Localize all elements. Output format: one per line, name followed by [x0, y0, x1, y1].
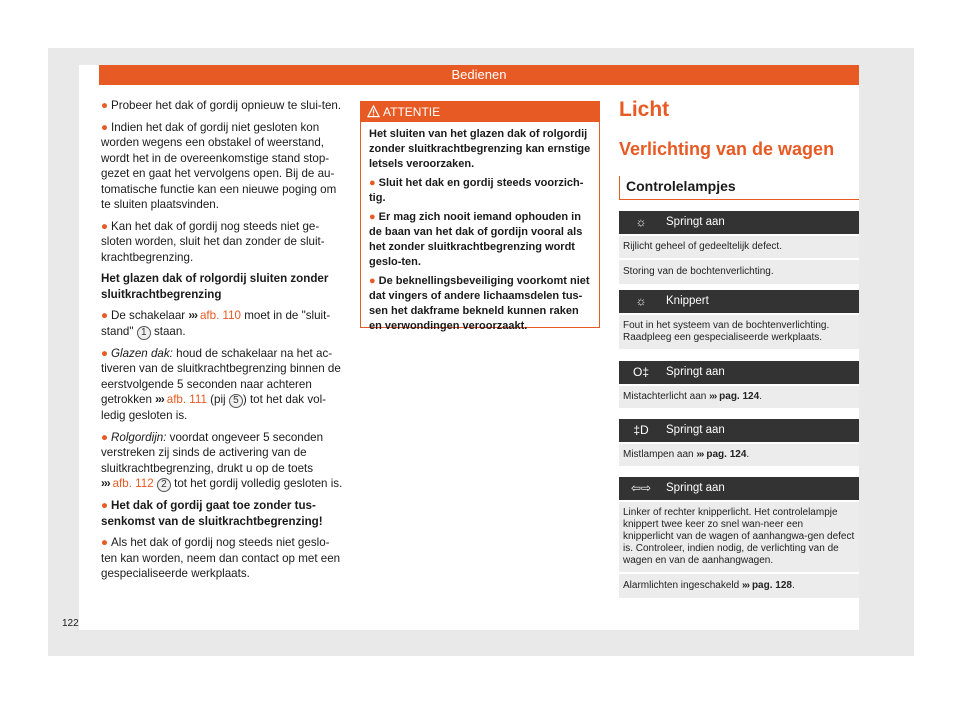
warning-triangle-icon [367, 105, 380, 118]
lamp-header [619, 361, 859, 384]
section-header: Bedienen [99, 65, 859, 85]
bullet-icon: ● [101, 219, 109, 233]
warning-body [361, 122, 599, 334]
bullet-icon: ● [101, 120, 109, 134]
lamp-entry [619, 477, 859, 598]
lamp-header [619, 211, 859, 234]
reference-arrows-icon: ››› [188, 309, 197, 322]
warning-item [369, 210, 592, 270]
lamp-entry [619, 361, 859, 408]
lamp-entry [619, 419, 859, 466]
callout-number: 2 [157, 478, 171, 492]
bullet-icon: ● [369, 275, 376, 287]
list-item [101, 498, 345, 529]
list-item [101, 98, 345, 114]
lamp-description-text: Alarmlichten ingeschakeld [623, 580, 740, 591]
lamp-entry [619, 290, 859, 349]
subsection-heading [619, 176, 859, 200]
list-item-text: Probeer het dak of gordij opnieuw te slui-ten. [111, 99, 342, 112]
subsection-title: Controlelampjes [626, 178, 736, 194]
lamp-entry [619, 211, 859, 284]
bullet-icon: ● [101, 99, 109, 112]
list-item-text: (pij [210, 393, 226, 406]
lamp-description: Mistachterlicht aan ››› pag. 124. [619, 386, 859, 408]
list-item [101, 219, 345, 266]
warning-item-text: De beknellingsbeveiliging voorkomt niet dat vingers of andere lichaamsdelen tus-sen het dakframe bekneld kunnen raken en verwondingen veroorzaakt. [369, 275, 590, 332]
list-item-text: Het dak of gordij gaat toe zonder tus-senkomst van de sluitkrachtbegrenzing! [101, 499, 323, 528]
bullet-icon: ● [101, 346, 109, 360]
list-item [101, 346, 345, 424]
list-item-text: houd de schakelaar na het ac-tiveren van de sluitkrachtbegrenzing binnen de eerstvolgende 5 seconden naar achteren getrokken [101, 346, 341, 406]
warning-item-text: Sluit het dak en gordij steeds voorzich-tig. [369, 177, 584, 204]
headlight-icon: ☼ [635, 294, 647, 308]
reference-arrows-icon: ››› [741, 580, 749, 591]
list-item-label: Rolgordijn: [111, 430, 167, 444]
fog-light-icon: ‡D [633, 423, 649, 437]
lamp-description: Fout in het systeem van de bochtenverlichting. Raadpleeg een gespecialiseerde werkplaats. [619, 315, 859, 349]
warning-intro: Het sluiten van het glazen dak of rolgordij zonder sluitkrachtbegrenzing kan ernstige letsels veroorzaken. [369, 128, 591, 170]
callout-number: 5 [229, 394, 243, 408]
lamp-label: Springt aan [666, 482, 725, 494]
figure-link[interactable]: afb. 112 [112, 477, 154, 490]
reference-arrows-icon: ››› [696, 449, 704, 460]
page-link[interactable]: pag. 128 [751, 580, 792, 591]
lamp-label: Springt aan [666, 366, 725, 378]
headlight-icon: ☼ [635, 215, 647, 229]
list-item [101, 308, 345, 340]
list-item-text: Als het dak of gordij nog steeds niet geslo-ten kan worden, neem dan contact op met een gespecialiseerde werkplaats. [101, 536, 341, 580]
page-link[interactable]: pag. 124 [706, 449, 747, 460]
lamp-description: Storing van de bochtenverlichting. [619, 260, 859, 284]
lamp-description: Mistlampen aan ››› pag. 124. [619, 444, 859, 466]
warning-item [369, 176, 592, 206]
lamp-description: Rijlicht geheel of gedeeltelijk defect. [619, 236, 859, 258]
figure-link[interactable]: afb. 111 [166, 393, 207, 406]
list-item [101, 535, 345, 582]
reference-arrows-icon: ››› [101, 477, 110, 490]
lamp-header [619, 477, 859, 500]
list-item-text: Kan het dak of gordij nog steeds niet ge-sloten worden, sluit het dan zonder de sluit-krachtbegrenzing. [101, 219, 325, 264]
list-item [101, 120, 345, 213]
lamp-label: Springt aan [666, 216, 725, 228]
bullet-icon: ● [369, 211, 376, 223]
warning-title: ATTENTIE [383, 105, 441, 119]
list-item-label: Glazen dak: [111, 346, 173, 360]
reference-arrows-icon: ››› [155, 393, 164, 406]
bullet-icon: ● [101, 430, 109, 444]
bullet-icon: ● [101, 536, 109, 549]
lamp-label: Springt aan [666, 424, 725, 436]
lamp-description: Linker of rechter knipperlicht. Het controlelampje knippert twee keer zo snel wan-neer een knipperlicht van de wagen of aanhangwa-gen defect is. Controleer, indien nodig, de verlichting van de wagen en van de aanhangwagen. [619, 502, 859, 572]
turn-signal-icon: ⇦⇨ [631, 481, 652, 495]
bullet-icon: ● [101, 499, 109, 512]
warning-item-text: Er mag zich nooit iemand ophouden in de baan van het dak of gordijn vooral als het zonder sluitkrachtbegrenzing wordt geslo-ten. [369, 211, 583, 268]
lamp-header [619, 419, 859, 442]
warning-item [369, 274, 592, 334]
list-item-text: tot het gordij volledig gesloten is. [174, 477, 343, 490]
list-item-text: voordat ongeveer 5 seconden verstreken zij sinds de activering van de sluitkrachtbegrenzing, drukt u op de toets [101, 430, 324, 475]
lamp-description-text: Mistlampen aan [623, 449, 694, 460]
rear-fog-light-icon: O‡ [632, 365, 649, 379]
lamp-description-text: Mistachterlicht aan [623, 391, 707, 402]
warning-box [360, 101, 600, 332]
subheading: Het glazen dak of rolgordij sluiten zonder sluitkrachtbegrenzing [101, 272, 329, 301]
lamp-label: Knippert [666, 295, 709, 307]
bullet-icon: ● [369, 177, 376, 189]
section-title: Verlichting van de wagen [619, 139, 835, 159]
lamp-description: Alarmlichten ingeschakeld ››› pag. 128. [619, 574, 859, 598]
reference-arrows-icon: ››› [709, 391, 717, 402]
callout-number: 1 [137, 326, 151, 340]
bullet-icon: ● [101, 309, 109, 322]
chapter-title: Licht [619, 98, 670, 121]
warning-header [361, 102, 599, 122]
list-item-text: ) tot het dak vol-ledig gesloten is. [101, 393, 327, 422]
column-left [101, 98, 345, 588]
list-item-text: moet in de "sluit-stand" [101, 309, 331, 338]
list-item-text: Indien het dak of gordij niet gesloten kon worden wegens een obstakel of weerstand, wordt het in de overeenkomstige stand stop-gezet en gaat het vervolgens open. Bij de au-tomatische functie kan een nieuwe poging om te sluiten plaatsvinden. [101, 120, 337, 211]
page-number: 122 [62, 618, 79, 629]
list-item-text: staan. [153, 324, 186, 338]
lamp-header [619, 290, 859, 313]
list-item-text: De schakelaar [111, 309, 186, 322]
list-item [101, 430, 345, 493]
figure-link[interactable]: afb. 110 [199, 309, 241, 322]
page-link[interactable]: pag. 124 [719, 391, 760, 402]
column-right [619, 97, 859, 161]
